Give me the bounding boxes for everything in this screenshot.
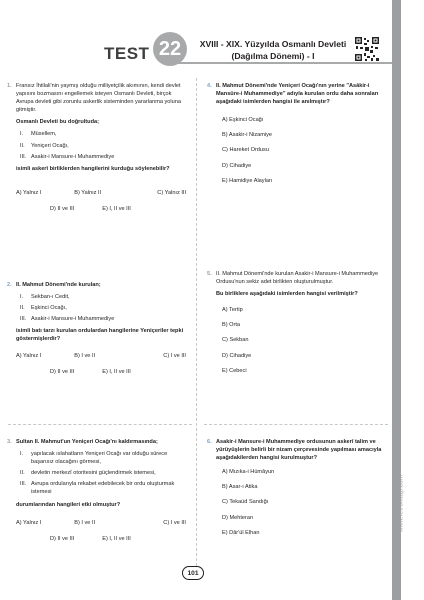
option-d[interactable]: D) Cihadiye bbox=[222, 352, 252, 359]
question-number: 5. bbox=[207, 271, 212, 277]
roman-item: I. Müsellem, bbox=[20, 131, 57, 138]
question-6 bbox=[207, 438, 386, 544]
option-b[interactable]: B) Asakir-i Nizamiye bbox=[222, 132, 273, 139]
option-b[interactable]: B) Asar-ı Atika bbox=[222, 484, 258, 491]
option-c[interactable]: C) Tekaüd Sandığı bbox=[222, 499, 269, 506]
question-prompt: isimli batı tarzı kurulan ordulardan hangilerine Yeniçeriler tepki göstermişlerdir? bbox=[16, 328, 184, 343]
answer-options bbox=[16, 519, 186, 543]
roman-item: II. Yeniçeri Ocağı, bbox=[20, 142, 69, 149]
option-c[interactable]: C) I ve III bbox=[163, 352, 186, 359]
roman-item: III. Avrupa ordularıyla rekabet edebilecek bir ordu oluşturmak istemesi bbox=[20, 481, 175, 496]
question-1 bbox=[7, 82, 186, 213]
test-title bbox=[188, 38, 358, 62]
roman-item: II. devletin merkezî otoritesini güçlendirmek istemesi, bbox=[20, 470, 156, 477]
page-number: 101 bbox=[182, 566, 204, 580]
publisher-url-text: www.retrokitap.com bbox=[397, 474, 405, 533]
question-prompt: Bu birliklere aşağıdaki isimlerden hangisi verilmiştir? bbox=[216, 291, 358, 298]
option-e[interactable]: E) I, II ve III bbox=[102, 535, 131, 542]
option-a[interactable]: A) Tertip bbox=[222, 307, 243, 314]
page-header bbox=[0, 0, 424, 72]
option-c[interactable]: C) Yalnız III bbox=[157, 189, 186, 196]
roman-item: I. Sekban-ı Cedit, bbox=[20, 294, 70, 301]
roman-item: III. Asakir-i Mansure-i Muhammediye bbox=[20, 316, 115, 323]
option-d[interactable]: D) II ve III bbox=[50, 368, 75, 375]
option-c[interactable]: C) Sekban bbox=[222, 337, 249, 344]
header-rule bbox=[178, 62, 393, 64]
option-d[interactable]: D) Cihadiye bbox=[222, 162, 252, 169]
roman-item: II. Eşkinci Ocağı, bbox=[20, 305, 67, 312]
option-a[interactable]: A) Yalnız I bbox=[16, 352, 42, 359]
row-divider-right bbox=[204, 424, 388, 425]
roman-item: I. yapılacak ıslahatların Yeniçeri Ocağı var olduğu sürece başarısız olacağını görmesi, bbox=[20, 451, 168, 466]
option-b[interactable]: B) I ve II bbox=[74, 352, 96, 359]
option-c[interactable]: C) Hareket Ordusu bbox=[222, 147, 269, 154]
question-stem: Sultan II. Mahmut'un Yeniçeri Ocağı'nı kaldırmasında; bbox=[16, 439, 158, 445]
question-prompt: II. Mahmut Dönemi'nde Yeniçeri Ocağı'nın yerine "Asâkir-i Mansûre-i Muhammediye" adıyla kurulan ordu daha sonraları aşağıdaki isimlerden hangisi ile anılmıştır? bbox=[216, 83, 379, 106]
answer-options bbox=[16, 189, 186, 213]
column-divider bbox=[196, 78, 197, 566]
question-2 bbox=[7, 281, 186, 376]
roman-item: III. Asakir-i Mansure-i Muhammediye bbox=[20, 153, 115, 160]
option-d[interactable]: D) Mehteran bbox=[222, 514, 254, 521]
question-stem: II. Mahmut Dönemi'nde kurulan; bbox=[16, 282, 101, 288]
question-number: 3. bbox=[7, 439, 12, 445]
test-title-line2: (Dağılma Dönemi) - I bbox=[231, 51, 315, 61]
test-number-badge: 22 bbox=[153, 32, 187, 66]
question-5 bbox=[207, 270, 386, 382]
option-b[interactable]: B) I ve II bbox=[74, 519, 96, 526]
question-number: 4. bbox=[207, 83, 212, 89]
option-a[interactable]: A) Mızıka-i Hümâyun bbox=[222, 469, 275, 476]
option-a[interactable]: A) Eşkinci Ocağı bbox=[222, 117, 264, 124]
question-stem: Fransız İhtilali'nin yaymış olduğu milliyetçilik akımının, kendi devlet yapısını bozmasını engellemek isteyen Osmanlı Devleti, birçok Avrupa devleti gibi zorunlu askerlik sisteminden yararlanma yoluna gitmiştir. bbox=[16, 83, 181, 114]
test-title-line1: XVIII - XIX. Yüzyılda Osmanlı Devleti bbox=[199, 39, 347, 49]
option-c[interactable]: C) I ve III bbox=[163, 519, 186, 526]
answer-options bbox=[216, 468, 386, 536]
question-prompt: durumlarından hangileri etki olmuştur? bbox=[16, 501, 121, 508]
row-divider-left bbox=[8, 424, 192, 425]
question-number: 2. bbox=[7, 282, 12, 288]
answer-options bbox=[216, 116, 386, 184]
question-prompt: Asakir-i Mansure-i Muhammediye ordusunun askerî talim ve yürüyüşlerin belirli bir nizam çerçevesinde yapılması amacıyla aşağıdakilerden hangisi kurulmuştur? bbox=[216, 439, 382, 462]
option-d[interactable]: D) II ve III bbox=[50, 535, 75, 542]
test-label: TEST bbox=[104, 44, 150, 63]
option-b[interactable]: B) Yalnız II bbox=[74, 189, 102, 196]
answer-options bbox=[216, 306, 386, 374]
question-number: 6. bbox=[207, 439, 212, 445]
option-e[interactable]: E) Dâr'ül Elhan bbox=[222, 529, 260, 536]
option-e[interactable]: E) I, II ve III bbox=[102, 368, 131, 375]
option-d[interactable]: D) II ve III bbox=[50, 205, 75, 212]
publisher-url bbox=[396, 440, 406, 570]
question-lead: Osmanlı Devleti bu doğrultuda; bbox=[16, 119, 99, 126]
option-a[interactable]: A) Yalnız I bbox=[16, 519, 42, 526]
question-3 bbox=[7, 438, 186, 543]
answer-options bbox=[16, 352, 186, 376]
question-number: 1. bbox=[7, 83, 12, 89]
option-a[interactable]: A) Yalnız I bbox=[16, 189, 42, 196]
question-stem: II. Mahmut Dönemi'nde kurulan Asakir-i Mansure-i Muhammediye Ordusu'nun sekiz adet birlikten oluşturulmuştur. bbox=[216, 271, 379, 286]
option-e[interactable]: E) Hamidiye Alayları bbox=[222, 177, 273, 184]
question-4 bbox=[207, 82, 386, 192]
option-e[interactable]: E) I, II ve III bbox=[102, 205, 131, 212]
qr-code-icon[interactable] bbox=[354, 36, 380, 62]
option-e[interactable]: E) Cebeci bbox=[222, 367, 247, 374]
option-b[interactable]: B) Orta bbox=[222, 322, 241, 329]
question-prompt: isimli askerî birliklerden hangilerini kurduğu söylenebilir? bbox=[16, 165, 170, 172]
